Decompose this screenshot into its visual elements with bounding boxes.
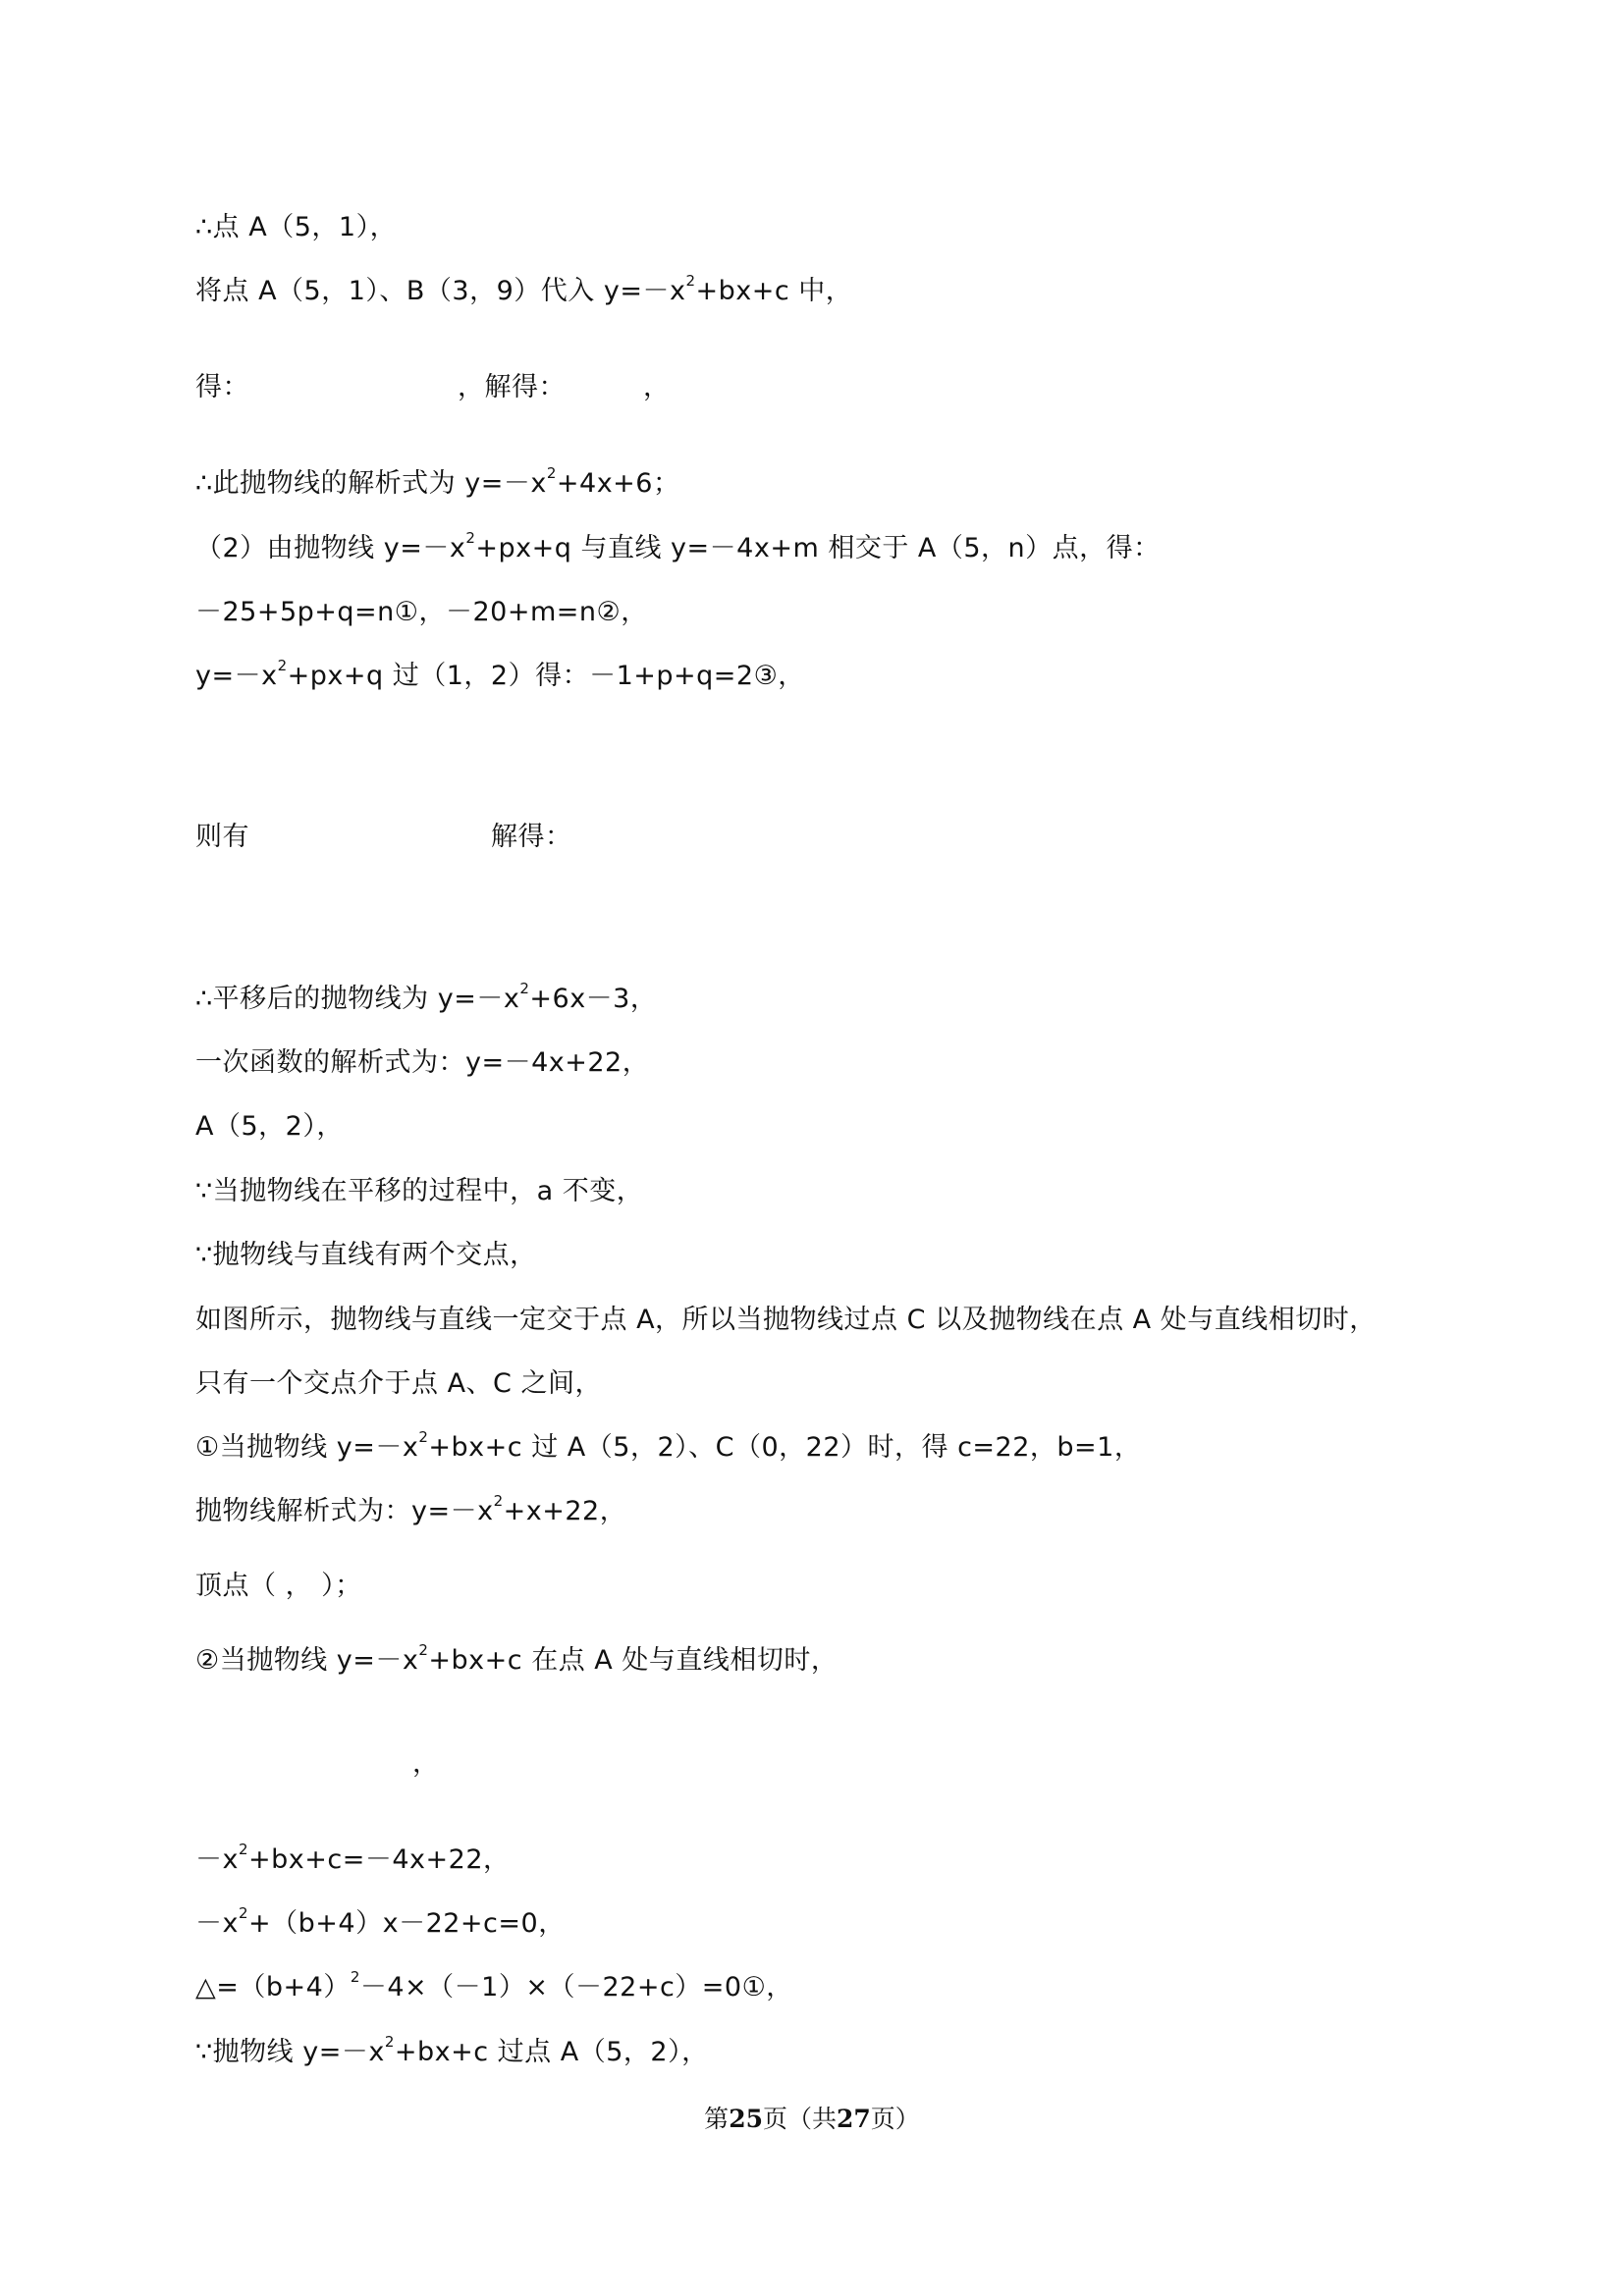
text-line: $\triangle=(b+4)^2-4\times(-1)\times(-22+c)=0①$， xyxy=(195,1968,793,2002)
text-line: ∵抛物线 $y=-x^2+bx+c$ 过点 A（5，2）， xyxy=(195,2033,709,2067)
text-line: ∴点 A（5，1）， xyxy=(195,212,398,242)
text-line: 则有 xyxy=(195,822,249,852)
text-line: A（5，2）， xyxy=(195,1111,344,1142)
text-line: 得： xyxy=(195,372,249,402)
page-number: 25 xyxy=(729,2105,763,2133)
page-total: 27 xyxy=(837,2105,871,2133)
text-line: ， xyxy=(643,372,671,402)
text-line: －25+5p+q=n①，－20+m=n②， xyxy=(195,597,648,627)
text-line: $-x^2+(b+4)x-22+c=0$， xyxy=(195,1904,566,1939)
text-line: 顶点（ ， ）； xyxy=(195,1571,362,1601)
text-line: 如图所示，抛物线与直线一定交于点 A，所以当抛物线过点 C 以及抛物线在点 A 处与直线相切时， xyxy=(195,1305,1377,1335)
text-line: ①当抛物线 $y=-x^2+bx+c$ 过 A（5，2）、C（0，22）时，得 c=22，b=1， xyxy=(195,1428,1142,1463)
text-line: ∵当抛物线在平移的过程中，a 不变， xyxy=(195,1176,644,1206)
text-line: 一次函数的解析式为：y=－4x+22， xyxy=(195,1047,650,1078)
text-line: （2）由抛物线 $y=-x^2+px+q$ 与直线 y=－4x+m 相交于 A（5，n）点，得： xyxy=(195,529,1161,563)
page-footer: 第25页（共27页） xyxy=(704,2105,920,2133)
text-line: $y=-x^2+px+q$ 过（1，2）得：－1+p+q=2③， xyxy=(195,657,805,691)
text-line: 抛物线解析式为：$y=-x^2+x+22$， xyxy=(195,1492,627,1526)
text-line: ∵抛物线与直线有两个交点， xyxy=(195,1240,537,1270)
text-line: 只有一个交点介于点 A、C 之间， xyxy=(195,1368,602,1399)
text-line: ∴平移后的抛物线为 $y=-x^2+6x-3$， xyxy=(195,980,658,1014)
text-line: ②当抛物线 $y=-x^2+bx+c$ 在点 A 处与直线相切时， xyxy=(195,1641,839,1676)
text-line: 将点 A（5，1）、B（3，9）代入 $y=-x^2+bx+c$ 中， xyxy=(195,272,853,306)
text-line: 解得： xyxy=(491,822,572,852)
text-line: $-x^2+bx+c=-4x+22$， xyxy=(195,1841,511,1875)
text-line: ∴此抛物线的解析式为 $y=-x^2+4x+6$； xyxy=(195,464,680,499)
text-line: ，解得： xyxy=(458,372,566,402)
text-line: ， xyxy=(412,1748,440,1779)
